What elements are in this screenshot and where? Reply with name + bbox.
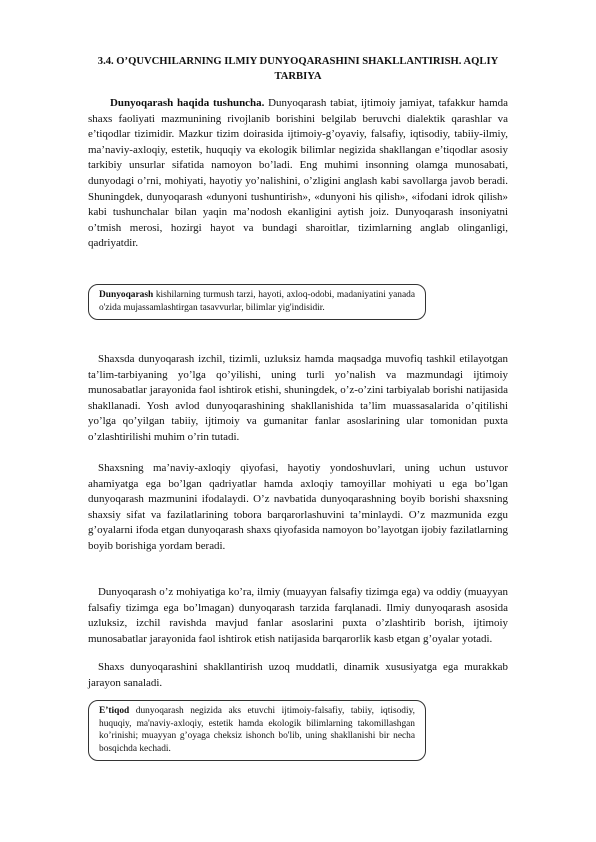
paragraph-text: Dunyoqarash tabiat, ijtimoiy jamiyat, tafakkur hamda shaxs faoliyati mazmunining rivojlanib borishini belgilab beruvchi dialektik qarashlar va e’tiqodlar tizimidir. Mazkur tizim doirasida ijtimoiy-g’oyaviy, falsafiy, iqtisodiy, tabiiy-ilmiy, ma’naviy-axloqiy, estetik, huquqiy va ekologik bilimlar negizida shakllangan e’tiqodlar asosiy tarkibiy unsurlar sifatida namoyon bo’ladi. Eng muhimi insonning olamga munosabati, dunyodagi o’rni, mohiyati, hayotiy yo’nalishini, o’zligini anglash kabi savollarga javob beradi. Shuningdek, dunyoqarash «dunyoni tushuntirish», «dunyoni his qilish», «ifodani idrok qilish» kabi tushunchalar bilan yaqin ma’nodosh ekanligini aytish joiz. Dunyoqarash insoniyatni o’tmish merosi, hozirgi hayot va bundagi sharoitlar, tizimlarning anglab olinganligi, qadriyatdir. xyxy=(88,97,508,250)
definition-text: kishilarning turmush tarzi, hayoti, axloq-odobi, madaniyatini yanada o'zida mujassamlashtirgan tasavvurlar, bilimlar yig'indisidir. xyxy=(99,290,415,313)
definition-box-dunyoqarash xyxy=(88,284,426,320)
paragraph-scientific-vs-ordinary: Dunyoqarash o’z mohiyatiga ko’ra, ilmiy (muayyan falsafiy tizimga ega) va oddiy (muayyan falsafiy tizimga ega bo’lmagan) dunyoqarash tarzida farqlanadi. Ilmiy dunyoqarash asosida uzluksiz, izchil ravishda mavjud fanlar asoslarini puxta o’zlashtirib borish, ijtimoiy munosabatlar jarayonida faol ishtirok etish natijasida barqarorlik kasb etgan g’oyalar yotadi. xyxy=(88,586,508,645)
definition-text: dunyoqarash negizida aks etuvchi ijtimoiy-falsafiy, tabiiy, iqtisodiy, huquqiy, ma'naviy-axloqiy, estetik hamda ekologik bilimlarning takomillashgan ko’rinishi; muayyan g’oyaga cheksiz ishonch bo'lib, uning shakllanishi bir necha bosqichda kechadi. xyxy=(99,706,415,754)
section-title: 3.4. O’QUVCHILARNING ILMIY DUNYOQARASHINI SHAKLLANTIRISH. AQLIY TARBIYA xyxy=(97,56,499,82)
paragraph-lead: Dunyoqarash haqida tushuncha. xyxy=(110,97,265,109)
definition-term: Dunyoqarash xyxy=(99,290,154,300)
definition-box-etiqod xyxy=(88,700,426,761)
paragraph-worldview-concept xyxy=(88,96,508,252)
paragraph-moral-image: Shaxsning ma’naviy-axloqiy qiyofasi, hayotiy yondoshuvlari, uning uchun ustuvor ahamiyatga ega bo’lgan qadriyatlar hamda axloqiy tamoyillar mohiyati u ega bo’lgan dunyoqarash mazmunini ifodalaydi. O’z navbatida dunyoqarashning boyib borishi shaxsning shaxsiy sifat va fazilatlarining tobora barqarorlashuvini ta’minlaydi. O’z mazmunida ezgu g’oyalarni ifoda etgan dunyoqarash shaxs qiyofasida namoyon bo’layotgan ijobiy fazilatlarning boyib borishiga yordam beradi. xyxy=(88,462,508,552)
paragraph-formation: Shaxsda dunyoqarash izchil, tizimli, uzluksiz hamda maqsadga muvofiq tashkil etilayotgan ta’lim-tarbiyaning yo’lga qo’yilishi, uning turli yo’nalish va mazmundagi ijtimoiy munosabatlar jarayonida faol ishtirok etishi, shuningdek, o’z-o’zini tarbiyalab borishi natijasida shakllanadi. Yosh avlod dunyoqarashining shakllanishida ta’lim muassasalarida o’qitilishi yo’lga qo’yilgan tabiiy, ijtimoiy va gumanitar fanlar asoslarining ular tomonidan puxta o’zlashtirilishi muhim o’rin tutadi. xyxy=(88,353,508,443)
paragraph-long-process: Shaxs dunyoqarashini shakllantirish uzoq muddatli, dinamik xususiyatga ega murakkab jarayon sanaladi. xyxy=(88,661,508,689)
definition-term: E’tiqod xyxy=(99,706,130,716)
